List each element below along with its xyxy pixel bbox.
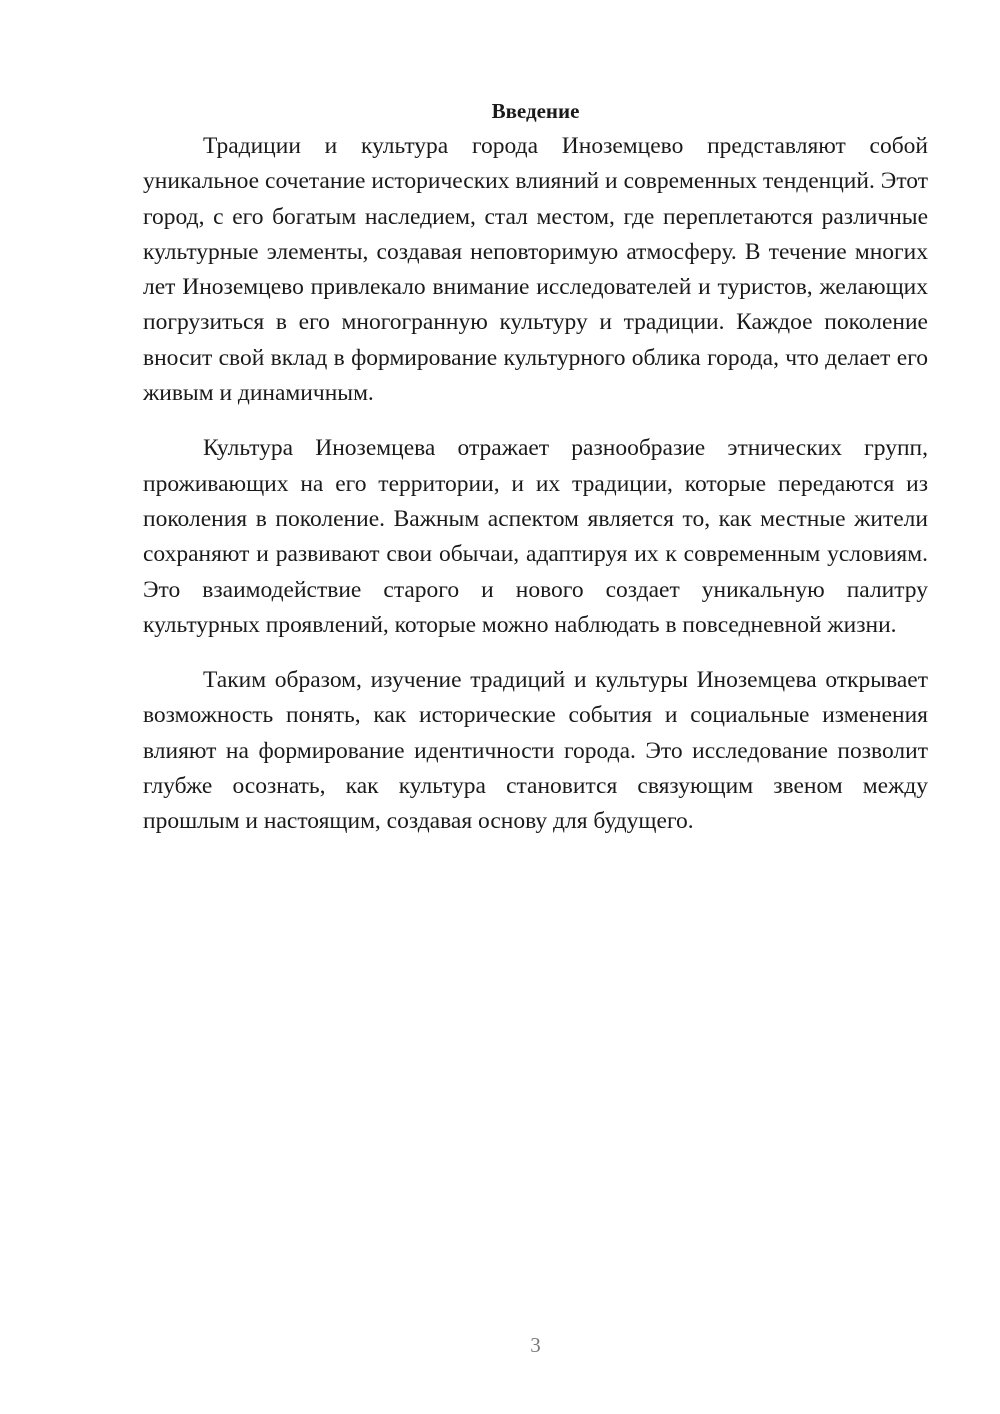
paragraph-1: Традиции и культура города Иноземцево представляют собой уникальное сочетание исторических влияний и современных тенденций. Этот город, с его богатым наследием, стал местом, где переплетаются различные культурные элементы, создавая неповторимую атмосферу. В течение многих лет Иноземцево привлекало внимание исследователей и туристов, желающих погрузиться в его многогранную культуру и традиции. Каждое поколение вносит свой вклад в формирование культурного облика города, что делает его живым и динамичным. (143, 133, 928, 407)
section-title: Введение (491, 99, 580, 123)
page-number: 3 (530, 1333, 541, 1357)
paragraph-3: Таким образом, изучение традиций и культуры Иноземцева открывает возможность понять, как исторические события и социальные изменения влияют на формирование идентичности города. Это исследование позволит глубже осознать, как культура становится связующим звеном между прошлым и настоящим, создавая основу для будущего. (143, 667, 928, 835)
page-content (143, 94, 928, 860)
paragraph-2: Культура Иноземцева отражает разнообразие этнических групп, проживающих на его территории, и их традиции, которые передаются из поколения в поколение. Важным аспектом является то, как местные жители сохраняют и развивают свои обычаи, адаптируя их к современным условиям. Это взаимодействие старого и нового создает уникальную палитру культурных проявлений, которые можно наблюдать в повседневной жизни. (143, 435, 928, 638)
